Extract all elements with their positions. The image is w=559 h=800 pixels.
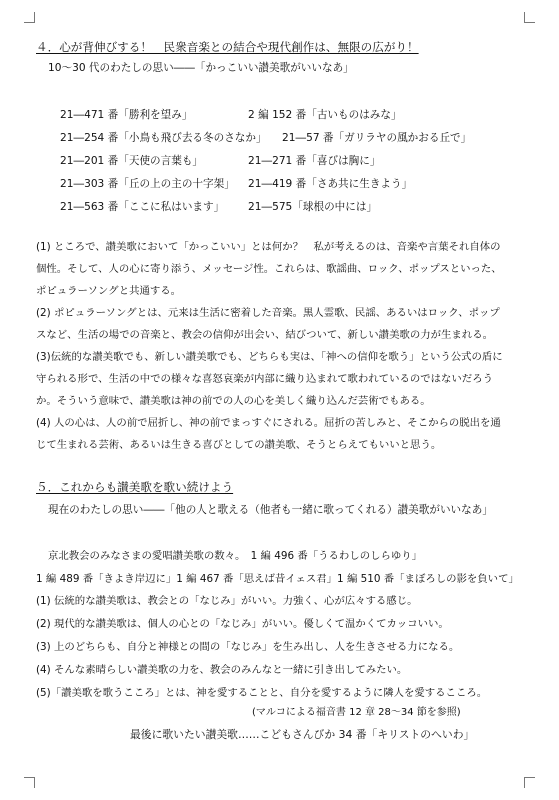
hymn-list-item: 21―201 番「天使の言葉も」 bbox=[60, 155, 204, 167]
paragraph-line: か。そういう意味で、讃美歌は神の前での人の心を美しく織り込んだ芸術でもある。 bbox=[36, 395, 431, 407]
hymn-list-item: 21―57 番「ガリラヤの風かおる丘で」 bbox=[282, 132, 472, 144]
section-4-intro: 10〜30 代のわたしの思い――「かっこいい讃美歌がいいなあ」 bbox=[48, 62, 354, 74]
hymn-list-item: 21―254 番「小鳥も飛び去る冬のさなか」 bbox=[60, 132, 267, 144]
crop-mark-bottom-left bbox=[24, 777, 35, 788]
crop-mark-top-left bbox=[24, 12, 35, 23]
point-item: (4) そんな素晴らしい讃美歌の力を、教会のみんなと一緒に引き出してみたい。 bbox=[36, 664, 408, 676]
point-item: (2) 現代的な讃美歌は、個人の心との「なじみ」がいい。優しくて温かくてカッコいい。 bbox=[36, 618, 449, 630]
hymn-list-item: 21―271 番「喜びは胸に」 bbox=[248, 155, 381, 167]
paragraph-line: スなど、生活の場での音楽と、教会の信仰が出会い、結びついて、新しい讃美歌の力が生まれる。 bbox=[36, 329, 493, 341]
hymn-list-item: 2 編 152 番「古いものはみな」 bbox=[248, 109, 402, 121]
paragraph-line: 守られる形で、生活の中での様々な喜怒哀楽が内部に織り込まれて歌われているのではないだろう bbox=[36, 373, 493, 385]
section-5-intro: 現在のわたしの思い――「他の人と歌える（他者も一緒に歌ってくれる）讃美歌がいいなあ」 bbox=[48, 504, 493, 516]
closing-hymn: 最後に歌いたい讃美歌……こどもさんびか 34 番「キリストのへいわ」 bbox=[130, 728, 475, 741]
hymn-list-item: 21―471 番「勝利を望み」 bbox=[60, 109, 193, 121]
section-4-heading: ４．心が背伸びする！ 民衆音楽との結合や現代創作は、無限の広がり！ bbox=[36, 40, 419, 54]
scripture-citation: (マルコによる福音書 12 章 28〜34 節を参照) bbox=[252, 707, 461, 718]
hymn-list-item: 21―303 番「丘の上の主の十字架」 bbox=[60, 178, 235, 190]
hymn-list-item: 21―575「球根の中には」 bbox=[248, 201, 378, 213]
crop-mark-top-right bbox=[524, 12, 535, 23]
paragraph-line: (1) ところで、讃美歌において「かっこいい」とは何か？ 私が考えるのは、音楽や言葉それ自体の bbox=[36, 241, 501, 253]
point-item: (5)「讃美歌を歌うこころ」とは、神を愛することと、自分を愛するように隣人を愛するこころ。 bbox=[36, 687, 488, 699]
crop-mark-bottom-right bbox=[524, 777, 535, 788]
point-item: (3) 上のどちらも、自分と神様との間の「なじみ」を生み出し、人を生きさせる力になる。 bbox=[36, 641, 460, 653]
paragraph-line: ポピュラーソングと共通する。 bbox=[36, 285, 182, 297]
hymn-list-item: 21―563 番「ここに私はいます」 bbox=[60, 201, 225, 213]
paragraph-line: (2) ポピュラーソングとは、元来は生活に密着した音楽。黒人霊歌、民謡、あるいはロック、ポップ bbox=[36, 307, 500, 319]
paragraph-line: (4) 人の心は、人の前で屈折し、神の前でまっすぐにされる。屈折の苦しみと、そこからの脱出を通 bbox=[36, 417, 501, 429]
point-item: (1) 伝統的な讃美歌は、教会との「なじみ」がいい。力強く、心が広々する感じ。 bbox=[36, 595, 418, 607]
paragraph-line: (3)伝統的な讃美歌でも、新しい讃美歌でも、どちらも実は、「神への信仰を歌う」という公式の盾に bbox=[36, 351, 503, 363]
favorite-hymns-line: 1 編 489 番「きよき岸辺に」1 編 467 番「思えば昔イェス君」1 編 510 番「まぼろしの影を負いて」 bbox=[36, 573, 519, 585]
section-5-heading: ５．これからも讃美歌を歌い続けよう bbox=[36, 480, 234, 494]
hymn-list-item: 21―419 番「さあ共に生きよう」 bbox=[248, 178, 413, 190]
paragraph-line: 個性。そして、人の心に寄り添う、メッセージ性。これらは、歌謡曲、ロック、ポップスといった、 bbox=[36, 263, 502, 275]
favorite-hymns-lead: 京北教会のみなさまの愛唱讃美歌の数々。 1 編 496 番「うるわしのしらゆり」 bbox=[48, 550, 423, 562]
paragraph-line: じて生まれる芸術、あるいは生きる喜びとしての讃美歌、そうとらえてもいいと思う。 bbox=[36, 439, 442, 451]
